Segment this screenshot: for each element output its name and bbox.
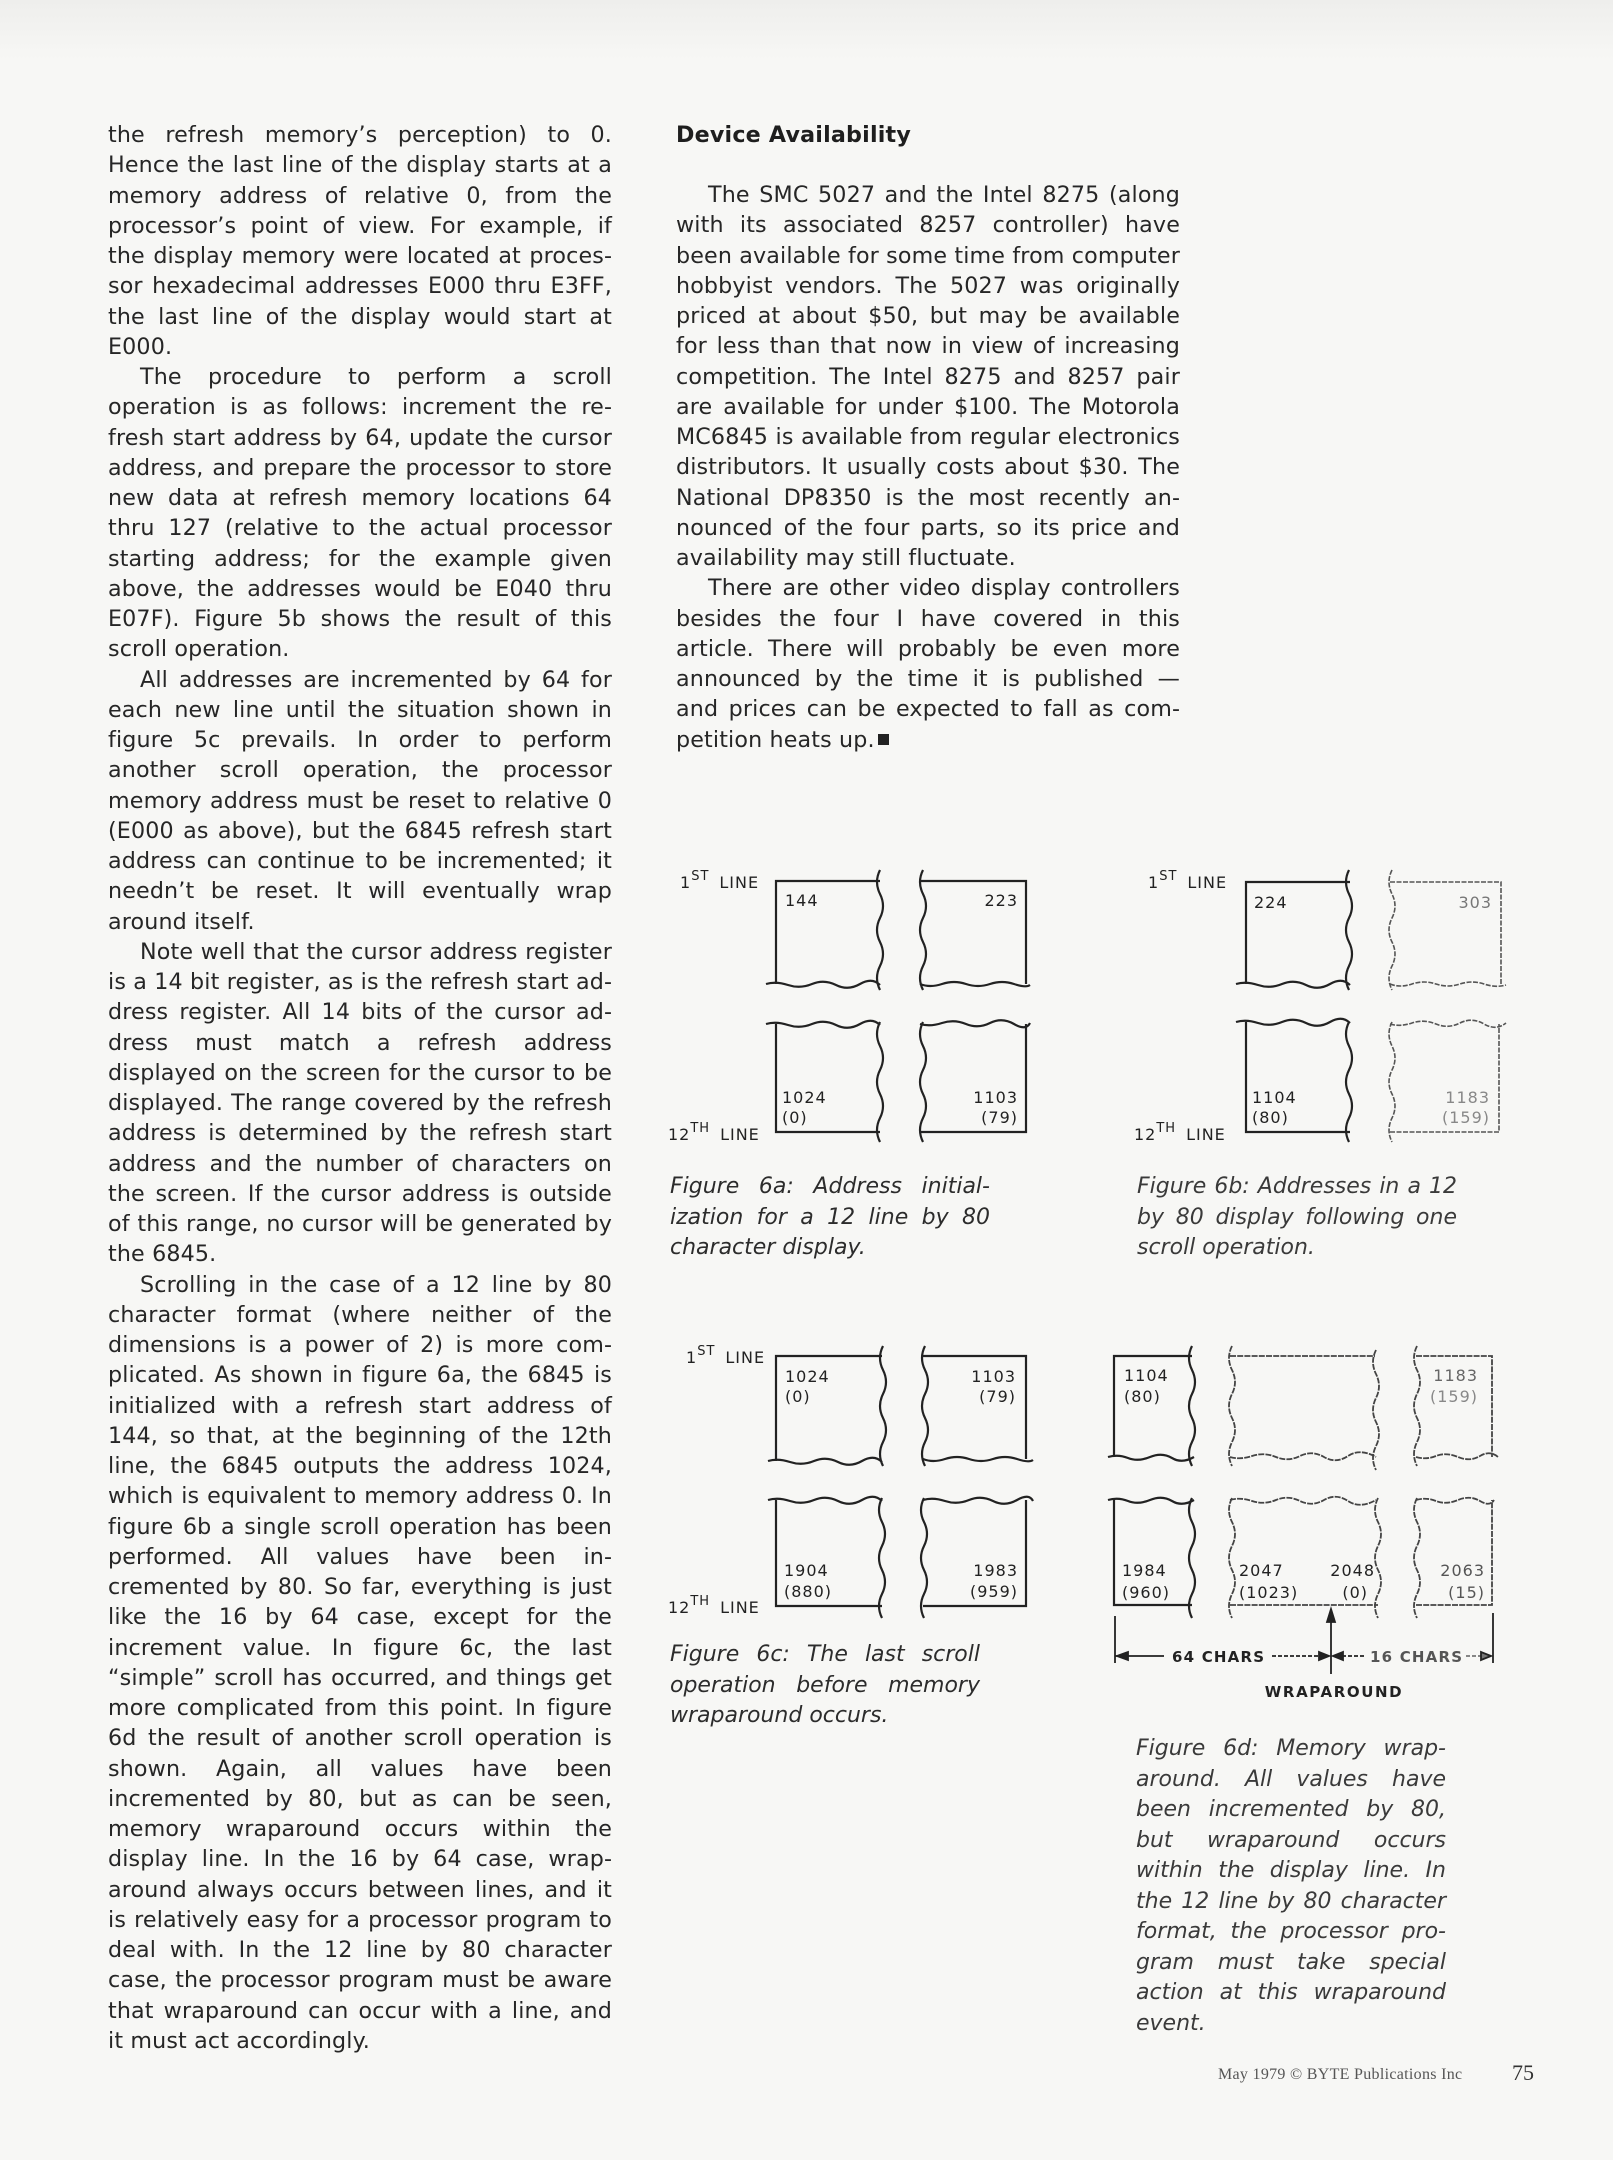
dimension-label-16-chars: 16 CHARS bbox=[1370, 1648, 1464, 1666]
svg-text:1STLINE: 1ST LINE bbox=[680, 869, 760, 892]
address-label: 223 bbox=[984, 891, 1018, 910]
address-label: 2063 bbox=[1440, 1561, 1485, 1580]
address-label: 2047 bbox=[1239, 1561, 1284, 1580]
figure-6d bbox=[1100, 1320, 1520, 2036]
address-label: 1024 bbox=[785, 1367, 830, 1386]
relative-address-label: (0) bbox=[782, 1108, 808, 1127]
svg-text:1STLINE: 1ST LINE bbox=[1148, 869, 1228, 892]
address-label: 1024 bbox=[782, 1088, 827, 1107]
relative-address-label: (159) bbox=[1441, 1108, 1490, 1127]
address-label: 1183 bbox=[1445, 1088, 1490, 1107]
publication-credit: May 1979 © BYTE Publications Inc bbox=[1218, 2066, 1463, 2083]
body-paragraph: Scrolling in the case of a 12 line by 80 character format (where neither of the dimensions is a power of 2) is more complicated. As shown in figure 6a, the 6845 is initialized with a refresh start address of 144, so that, at the beginning of the 12th line, the 6845 outputs the address 1024, which is equivalent to memory address 0. In figure 6b a single scroll operation has been performed. All values have been incremented by 80. So far, everything is just like the 16 by 64 case, except for the increment value. In figure 6c, the last “simple” scroll has occurred, and things get more complicated from this point. In figure 6d the result of another scroll operation is shown. Again, all values have been incremented by 80, but as can be seen, memory wraparound occurs within the display line. In the 16 by 64 case, wraparound always occurs between lines, and it is relatively easy for a processor program to deal with. In the 12 line by 80 character case, the processor program must be aware that wraparound can occur with a line, and it must act accordingly. bbox=[108, 1271, 612, 2054]
body-paragraph: The SMC 5027 and the Intel 8275 (along with its associated 8257 controller) have been available for some time from computer hobbyist vendors. The 5027 was originally priced at about $50, but may be available for less than that now in view of increasing competition. The Intel 8275 and 8257 pair are available for under $100. The Motorola MC6845 is available from regular electronics distributors. It usually costs about $30. The National DP8350 is the most recently announced of the four parts, so its price and availability may still fluctuate. bbox=[676, 182, 1180, 571]
figure-6d-caption: Figure 6d: Memory wraparound. All values have been incremented by 80, but wraparound occurs within the display line. In the 12 line by 80 character format, the processor program must take special action at this wraparound event. bbox=[1136, 1736, 1446, 2036]
relative-address-label: (960) bbox=[1122, 1583, 1171, 1602]
body-paragraph: The procedure to perform a scroll operation is as follows: increment the refresh start address by 64, update the cursor address, and prepare the processor to store new data at refresh memory locations 64 thru 127 (relative to the actual processor starting address; for the example given above, the addresses would be E040 thru E07F). Figure 5b shows the result of this scroll operation. bbox=[108, 364, 612, 663]
body-paragraph: All addresses are incremented by 64 for each new line until the situation shown in figure 5c prevails. In order to perform another scroll operation, the processor memory address must be reset to relative 0 (E000 as above), but the 6845 refresh start address can continue to be incremented; it needn’t be reset. It will eventually wrap around itself. bbox=[108, 666, 612, 935]
relative-address-label: (79) bbox=[981, 1108, 1018, 1127]
end-of-article-icon bbox=[878, 734, 889, 745]
figure-6a-caption: Figure 6a: Address initialization for a 12 line by 80 character display. bbox=[670, 1174, 990, 1260]
section-heading: Device Availability bbox=[676, 122, 912, 148]
figure-6c bbox=[660, 1320, 1060, 1740]
svg-text:12THLINE: 12TH LINE bbox=[668, 1594, 760, 1617]
relative-address-label: (80) bbox=[1252, 1108, 1289, 1127]
dimension-label-64-chars: 64 CHARS bbox=[1172, 1648, 1266, 1666]
address-label: 1904 bbox=[784, 1561, 829, 1580]
address-label: 1103 bbox=[973, 1088, 1018, 1107]
address-label: 1104 bbox=[1124, 1366, 1169, 1385]
figure-6b-diagram bbox=[1120, 850, 1540, 1150]
relative-address-label: (15) bbox=[1448, 1583, 1485, 1602]
body-paragraph: Note well that the cursor address register is a 14 bit register, as is the refresh start address register. All 14 bits of the cursor address must match a refresh address displayed on the screen for the cursor to be displayed. The range covered by the refresh address is determined by the refresh start address and the number of characters on the screen. If the cursor address is outside of this range, no cursor will be generated by the 6845. bbox=[108, 938, 612, 1268]
address-label: 1103 bbox=[971, 1367, 1016, 1386]
right-text-column bbox=[676, 120, 1180, 755]
relative-address-label: (159) bbox=[1429, 1387, 1478, 1406]
address-label: 1104 bbox=[1252, 1088, 1297, 1107]
wraparound-label: WRAPAROUND bbox=[1264, 1683, 1404, 1701]
page-top-shading bbox=[0, 0, 1613, 60]
relative-address-label: (80) bbox=[1124, 1387, 1161, 1406]
relative-address-label: (0) bbox=[785, 1387, 811, 1406]
relative-address-label: (880) bbox=[784, 1582, 833, 1601]
address-label: 1984 bbox=[1122, 1561, 1167, 1580]
svg-text:12THLINE: 12TH LINE bbox=[668, 1121, 760, 1144]
relative-address-label: (1023) bbox=[1239, 1583, 1299, 1602]
address-label: 1183 bbox=[1433, 1366, 1478, 1385]
figure-6c-diagram bbox=[660, 1320, 1060, 1620]
page-number: 75 bbox=[1512, 2060, 1534, 2085]
address-label: 2048 bbox=[1330, 1561, 1375, 1580]
address-label: 144 bbox=[785, 891, 819, 910]
relative-address-label: (959) bbox=[969, 1582, 1018, 1601]
body-paragraph-text: There are other video display controllers besides the four I have covered in this article. There will probably be even more announced by the time it is published — and prices can be expected to fall as competition heats up. bbox=[676, 575, 1180, 753]
body-paragraph bbox=[676, 573, 1180, 755]
figure-6c-caption: Figure 6c: The last scroll operation before memory wraparound occurs. bbox=[670, 1642, 980, 1728]
figure-6d-diagram bbox=[1100, 1320, 1520, 1720]
svg-text:12THLINE: 12TH LINE bbox=[1134, 1121, 1226, 1144]
address-label: 303 bbox=[1458, 893, 1492, 912]
figure-6b bbox=[1120, 850, 1540, 1270]
relative-address-label: (0) bbox=[1342, 1583, 1368, 1602]
figure-6a bbox=[660, 850, 1060, 1270]
relative-address-label: (79) bbox=[979, 1387, 1016, 1406]
left-text-column bbox=[108, 120, 612, 2056]
address-label: 224 bbox=[1254, 893, 1288, 912]
figure-6a-diagram bbox=[660, 850, 1060, 1150]
line-label: 1 bbox=[680, 873, 692, 892]
body-paragraph: the refresh memory’s perception) to 0. Hence the last line of the display starts at a memory address of relative 0, from the processor’s point of view. For example, if the display memory were located at processor hexadecimal addresses E000 thru E3FF, the last line of the display would start at E000. bbox=[108, 122, 612, 360]
svg-text:1STLINE: 1ST LINE bbox=[686, 1344, 766, 1367]
address-label: 1983 bbox=[973, 1561, 1018, 1580]
figure-6b-caption: Figure 6b: Addresses in a 12 by 80 display following one scroll operation. bbox=[1137, 1174, 1457, 1260]
